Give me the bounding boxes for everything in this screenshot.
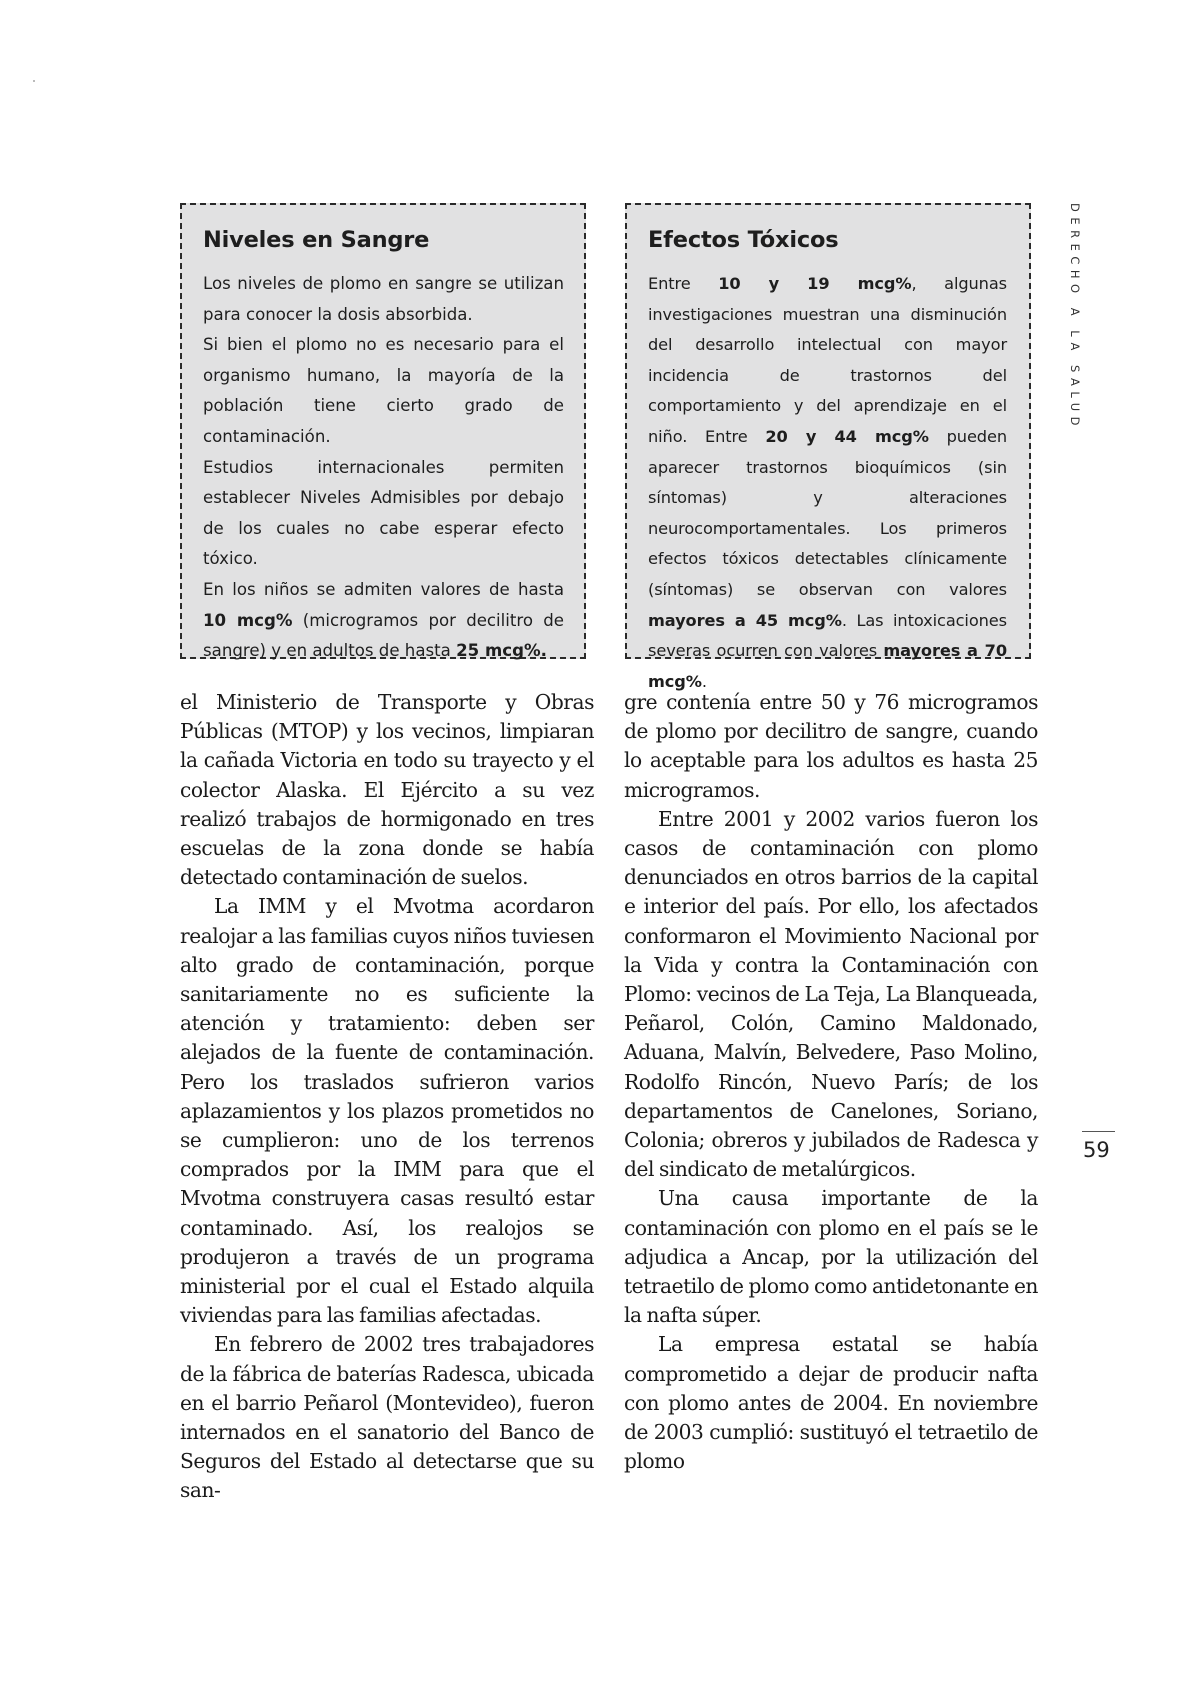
paragraph: Una causa importante de la contaminación con plomo en el país se le adjudica a Ancap, por la utilización del tetraetilo de plomo como antidetonante en la nafta súper. xyxy=(624,1186,1038,1328)
box-text: Los niveles de plomo en sangre se utilizan para conocer la dosis absorbida. Si bien el plomo no es necesario para el organismo humano, la mayoría de la población tiene cierto grado de contaminación. Estudios internacionales permiten establecer Niveles Admisibles por debajo de los cuales no cabe esperar efecto tóxico. En los niños se admiten valores de hasta 10 mcg% (microgramos por decilitro de sangre) y en adultos de hasta 25 mcg%. xyxy=(203,274,564,661)
bold-value: 25 mcg%. xyxy=(456,641,547,661)
body-column-left xyxy=(180,688,594,1506)
paragraph: La IMM y el Mvotma acordaron realojar a las familias cuyos niños tuviesen alto grado de contaminación, porque sanitariamente no es suficiente la atención y tratamiento: deben ser alejados de la fuente de contaminación. Pero los traslados sufrieron varios aplazamientos y los plazos prometidos no se cumplieron: uno de los terrenos comprados por la IMM para que el Mvotma construyera casas resultó estar contaminado. Así, los realojos se produjeron a través de un programa ministerial por el cual el Estado alquila viviendas para las familias afectadas. xyxy=(180,894,594,1328)
box-text: Entre 10 y 19 mcg%, algunas investigaciones muestran una disminución del desarrollo intelectual con mayor incidencia de trastornos del comportamiento y del aprendizaje en el niño. Entre 20 y 44 mcg% pueden aparecer trastornos bioquímicos (sin síntomas) y alteraciones neurocomportamentales. Los primeros efectos tóxicos detectables clínicamente (síntomas) se observan con valores mayores a 45 mcg%. Las intoxicaciones severas ocurren con valores mayores a 70 mcg%. xyxy=(648,274,1008,691)
bold-value: 10 y 19 mcg% xyxy=(718,274,912,293)
page-number-rule xyxy=(1082,1131,1115,1132)
bold-value: 10 mcg% xyxy=(203,610,293,630)
page-number: 59 xyxy=(1083,1138,1110,1162)
paragraph: La empresa estatal se había comprometido a dejar de producir nafta con plomo antes de 2004. En noviembre de 2003 cumplió: sustituyó el tetraetilo de plomo xyxy=(624,1332,1038,1474)
paragraph: Entre 2001 y 2002 varios fueron los casos de contaminación con plomo denunciados en otros barrios de la capital e interior del país. Por ello, los afectados conformaron el Movimiento Nacional por la Vida y contra la Contaminación con Plomo: vecinos de La Teja, La Blanqueada, Peñarol, Colón, Camino Maldonado, Aduana, Malvín, Belvedere, Paso Molino, Rodolfo Rincón, Nuevo París; de los departamentos de Canelones, Soriano, Colonia; obreros y jubilados de Radesca y del sindicato de metalúrgicos. xyxy=(624,806,1038,1182)
paragraph: En febrero de 2002 tres trabajadores de la fábrica de baterías Radesca, ubicada en el barrio Peñarol (Montevideo), fueron internados en el sanatorio del Banco de Seguros del Estado al detectarse que su san- xyxy=(180,1332,594,1503)
bold-value: mayores a 70 mcg% xyxy=(648,641,1007,691)
sidebar-box-efectos-toxicos xyxy=(625,203,1031,691)
bold-value: mayores a 45 mcg% xyxy=(648,610,842,630)
box-title: Niveles en Sangre xyxy=(203,227,430,253)
sidebar-box-niveles-en-sangre xyxy=(180,203,586,659)
body-column-right xyxy=(624,688,1038,1476)
scan-speck xyxy=(33,80,35,82)
box-title: Efectos Tóxicos xyxy=(648,227,839,253)
running-header: DERECHO A LA SALUD xyxy=(1068,203,1082,431)
paragraph: el Ministerio de Transporte y Obras Públicas (MTOP) y los vecinos, limpiaran la cañada Victoria en todo su trayecto y el colector Alaska. El Ejército a su vez realizó trabajos de hormigonado en tres escuelas de la zona donde se había detectado contaminación de suelos. xyxy=(180,690,594,890)
paragraph: gre contenía entre 50 y 76 microgramos de plomo por decilitro de sangre, cuando lo aceptable para los adultos es hasta 25 microgramos. xyxy=(624,690,1038,802)
bold-value: 20 y 44 mcg% xyxy=(765,426,929,446)
